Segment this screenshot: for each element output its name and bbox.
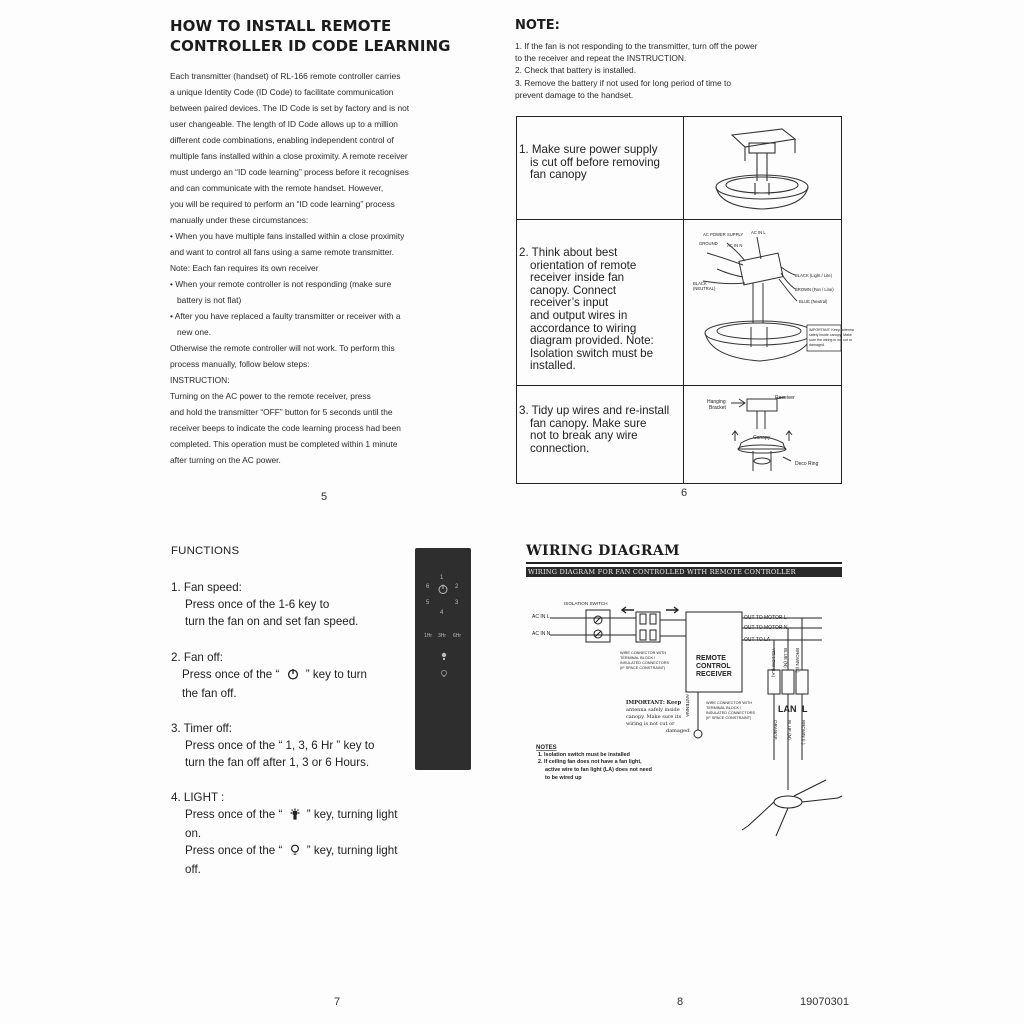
svg-text:ANTENNA: ANTENNA bbox=[684, 694, 689, 717]
table-divider bbox=[517, 385, 841, 386]
page-number-6: 6 bbox=[681, 487, 688, 499]
svg-text:ISOLATION SWITCH: ISOLATION SWITCH bbox=[564, 601, 608, 606]
remote-handset bbox=[415, 548, 471, 770]
function-timer-off: 3. Timer off: Press once of the “ 1, 3, 6 Hr ” key to turn the fan off after 1, 3 or 6 Hours. bbox=[171, 722, 375, 769]
note-heading: NOTE: bbox=[515, 18, 560, 33]
function-fan-off: 2. Fan off: Press once of the “ ” key to turn the fan off. bbox=[171, 651, 367, 700]
svg-text:antenna safely inside: antenna safely inside bbox=[626, 707, 680, 713]
light-on-icon bbox=[289, 808, 301, 825]
page-5 bbox=[170, 16, 470, 468]
table-divider bbox=[517, 219, 841, 220]
remote-key-3: 3 bbox=[455, 600, 459, 606]
install-steps-table bbox=[516, 116, 854, 484]
svg-text:AC IN L: AC IN L bbox=[751, 230, 766, 235]
functions-section bbox=[171, 545, 411, 878]
svg-text:BROWN (L): BROWN (L) bbox=[795, 648, 800, 673]
remote-key-3hr: 3Hr bbox=[438, 633, 447, 639]
svg-text:LA: LA bbox=[778, 704, 790, 714]
svg-text:active wire to fan light (LA): active wire to fan light (LA) does not need bbox=[545, 767, 652, 773]
svg-text:safely inside canopy. Make: safely inside canopy. Make bbox=[809, 333, 852, 337]
svg-text:GROUND: GROUND bbox=[699, 241, 718, 246]
page-number-5: 5 bbox=[321, 491, 328, 503]
wiring-title-rule bbox=[526, 562, 842, 564]
svg-text:OUT TO LA: OUT TO LA bbox=[744, 637, 771, 643]
svg-text:1. Isolation switch must be in: 1. Isolation switch must be installed bbox=[538, 752, 630, 758]
svg-text:Hanging: Hanging bbox=[707, 399, 726, 405]
page-5-body: Each transmitter (handset) of RL-166 remote controller carries a unique Identity Code (ID Code) to facilitate communication between paired devices. The ID Code is set by factory and is not user changeable. The length of ID Code allows up to a million different code combinations, enabling independent control of multiple fans installed within a close proximity. A remote receiver must undergo an “ID code learning” process before it recognises and can communicate with the remote handset. However, you will be required to perform an “ID code learning” process manually under these circumstances: • When you have multiple fans installed within a close proximity and want to control all fans using a same remote transmitter. Note: Each fan requires its own receiver • When your remote controller is not responding (make sure battery is not flat) • After you have replaced a faulty transmitter or receiver with a new one. Otherwise the remote controller will not work. To perform this process manually, follow below steps: INSTRUCTION: Turning on the AC power to the remote receiver, press and hold the transmitter “OFF” button for 5 seconds until the receiver beeps to indicate the code learning process had been completed. This operation must be completed within 1 minute after turning on the AC power. bbox=[170, 71, 410, 465]
svg-text:(IF SPACE CONSTRAINT): (IF SPACE CONSTRAINT) bbox=[620, 666, 666, 670]
svg-text:BLUE (Neutral): BLUE (Neutral) bbox=[799, 299, 828, 304]
svg-text:NOTES: NOTES bbox=[536, 745, 557, 751]
canopy-bracket-illustration bbox=[687, 121, 837, 215]
svg-text:damaged.: damaged. bbox=[809, 343, 825, 347]
step-3-text: 3. Tidy up wires and re-install fan canopy. Make sure not to break any wire connection. bbox=[519, 404, 670, 455]
svg-text:2. If ceiling fan does not hav: 2. If ceiling fan does not have a fan light, bbox=[538, 759, 642, 765]
note-section bbox=[515, 16, 835, 101]
page-number-8: 8 bbox=[677, 996, 684, 1008]
svg-text:BLACK: BLACK bbox=[693, 281, 707, 286]
svg-text:ORANGE: ORANGE bbox=[773, 720, 778, 740]
remote-power-icon bbox=[437, 583, 449, 597]
svg-text:INSULATED CONNECTORS: INSULATED CONNECTORS bbox=[620, 661, 670, 665]
svg-text:AC IN N: AC IN N bbox=[532, 631, 551, 637]
svg-text:BROWN (L): BROWN (L) bbox=[801, 720, 806, 745]
reinstall-canopy-illustration bbox=[687, 389, 843, 483]
page-number-7: 7 bbox=[334, 996, 341, 1008]
svg-text:BLUE (N): BLUE (N) bbox=[783, 648, 788, 668]
svg-text:INSULATED CONNECTORS: INSULATED CONNECTORS bbox=[706, 711, 756, 715]
svg-text:REMOTE: REMOTE bbox=[696, 655, 726, 662]
svg-text:YELLOW (LA): YELLOW (LA) bbox=[771, 648, 776, 678]
function-light: 4. LIGHT : Press once of the “ ” key, turning light on. Press once of the “ ” key, turning light off. bbox=[171, 791, 398, 876]
light-off-icon bbox=[289, 844, 301, 861]
svg-text:RECEIVER: RECEIVER bbox=[696, 671, 732, 678]
remote-light-off-icon bbox=[439, 669, 449, 681]
function-fan-speed: 1. Fan speed: Press once of the 1-6 key to turn the fan on and set fan speed. bbox=[171, 581, 359, 628]
svg-text:AC POWER SUPPLY: AC POWER SUPPLY bbox=[703, 232, 744, 237]
document-code: 19070301 bbox=[800, 996, 849, 1008]
svg-text:BLACK (Light / Lite): BLACK (Light / Lite) bbox=[795, 273, 833, 278]
table-divider bbox=[683, 117, 684, 483]
page-5-title: HOW TO INSTALL REMOTE CONTROLLER ID CODE LEARNING bbox=[170, 17, 451, 55]
wiring-diagram-section bbox=[526, 543, 842, 577]
step-2-text: 2. Think about best orientation of remote receiver inside fan canopy. Connect receiver’s input and output wires in accordance to wiring diagram provided. Note: Isolation switch must be installed. bbox=[519, 246, 654, 373]
remote-key-6: 6 bbox=[426, 584, 430, 590]
remote-key-5: 5 bbox=[426, 600, 430, 606]
remote-key-1hr: 1Hr bbox=[424, 633, 433, 639]
wiring-subtitle: WIRING DIAGRAM FOR FAN CONTROLLED WITH REMOTE CONTROLLER bbox=[526, 567, 842, 577]
svg-text:Receiver: Receiver bbox=[775, 395, 795, 401]
svg-text:(IF SPACE CONSTRAINT): (IF SPACE CONSTRAINT) bbox=[706, 716, 752, 720]
wiring-diagram bbox=[526, 600, 844, 846]
svg-text:sure the wiring is not cut or: sure the wiring is not cut or bbox=[809, 338, 852, 342]
svg-text:IMPORTANT: Keep: IMPORTANT: Keep bbox=[626, 700, 682, 706]
svg-text:BLUE (N): BLUE (N) bbox=[787, 720, 792, 740]
svg-text:Deco Ring: Deco Ring bbox=[795, 461, 819, 467]
svg-text:AC IN L: AC IN L bbox=[532, 614, 550, 620]
svg-text:Canopy: Canopy bbox=[753, 435, 771, 441]
svg-text:Bracket: Bracket bbox=[709, 405, 726, 411]
remote-key-2: 2 bbox=[455, 584, 459, 590]
svg-text:TERMINAL BLOCK /: TERMINAL BLOCK / bbox=[706, 706, 742, 710]
remote-key-4: 4 bbox=[440, 610, 444, 616]
power-icon bbox=[287, 668, 299, 685]
functions-heading: FUNCTIONS bbox=[171, 545, 240, 557]
receiver-wiring-illustration bbox=[687, 223, 854, 383]
svg-text:WIRE CONNECTOR WITH: WIRE CONNECTOR WITH bbox=[620, 651, 667, 655]
svg-text:to be wired up: to be wired up bbox=[545, 775, 582, 781]
remote-key-1: 1 bbox=[440, 575, 444, 581]
svg-text:OUT TO MOTOR L: OUT TO MOTOR L bbox=[744, 615, 787, 621]
svg-text:BROWN (Fan / Line): BROWN (Fan / Line) bbox=[795, 287, 834, 292]
svg-text:OUT TO MOTOR N: OUT TO MOTOR N bbox=[744, 625, 788, 631]
remote-light-icon bbox=[439, 651, 449, 663]
svg-text:AC IN N: AC IN N bbox=[727, 243, 743, 248]
svg-text:TERMINAL BLOCK /: TERMINAL BLOCK / bbox=[620, 656, 656, 660]
svg-text:WIRE CONNECTOR WITH: WIRE CONNECTOR WITH bbox=[706, 701, 753, 705]
wiring-title: WIRING DIAGRAM bbox=[526, 543, 680, 559]
remote-key-6hr: 6Hr bbox=[453, 633, 462, 639]
svg-text:(NEUTRAL): (NEUTRAL) bbox=[693, 286, 716, 291]
svg-text:canopy. Make sure its: canopy. Make sure its bbox=[626, 714, 682, 720]
svg-text:IMPORTANT: Keep antenna: IMPORTANT: Keep antenna bbox=[809, 328, 854, 332]
note-body: 1. If the fan is not responding to the transmitter, turn off the power to the receiver and repeat the INSTRUCTION. 2. Check that battery is installed. 3. Remove the battery if not used for long period of time to prevent damage to the handset. bbox=[515, 41, 758, 100]
svg-text:damaged.: damaged. bbox=[666, 728, 691, 734]
svg-text:L: L bbox=[802, 704, 808, 714]
svg-text:N: N bbox=[790, 704, 797, 714]
step-1-text: 1. Make sure power supply is cut off before removing fan canopy bbox=[519, 143, 660, 182]
svg-text:CONTROL: CONTROL bbox=[696, 663, 731, 670]
svg-text:wiring is not cut or: wiring is not cut or bbox=[626, 721, 675, 727]
